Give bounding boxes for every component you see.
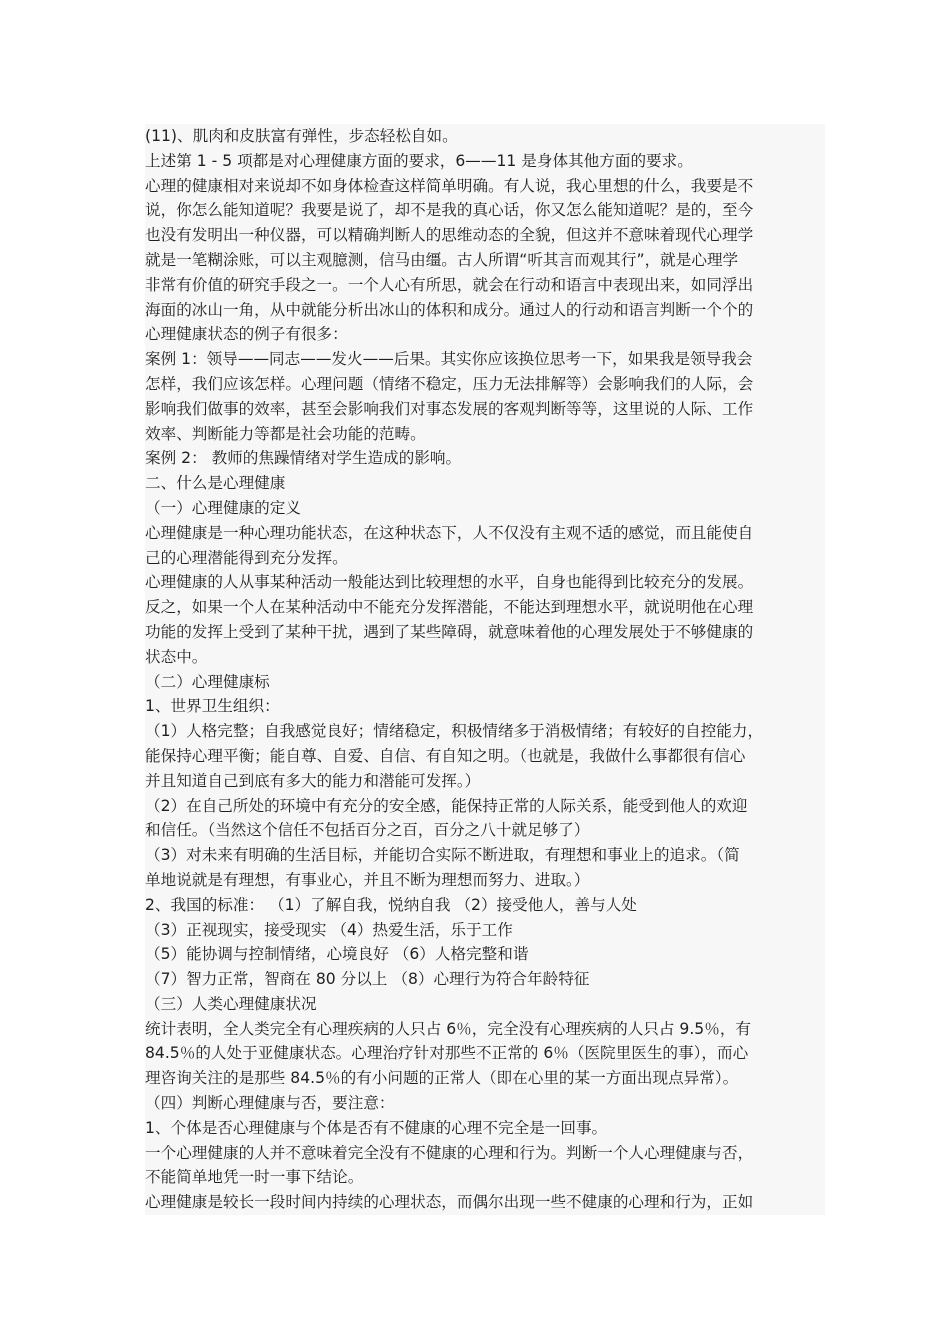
text-line: （四）判断心理健康与否，要注意：: [145, 1091, 825, 1116]
text-line: 和信任。（当然这个信任不包括百分之百，百分之八十就足够了）: [145, 818, 825, 843]
text-line: 海面的冰山一角，从中就能分析出冰山的体积和成分。通过人的行动和语言判断一个个的: [145, 298, 825, 323]
text-line: （7）智力正常，智商在 80 分以上 （8）心理行为符合年龄特征: [145, 967, 825, 992]
text-line: （2）在自己所处的环境中有充分的安全感，能保持正常的人际关系，能受到他人的欢迎: [145, 794, 825, 819]
text-line: 一个心理健康的人并不意味着完全没有不健康的心理和行为。判断一个人心理健康与否，: [145, 1141, 825, 1166]
text-line: 并且知道自己到底有多大的能力和潜能可发挥。）: [145, 769, 825, 794]
text-line: 案例 1：领导——同志——发火——后果。其实你应该换位思考一下，如果我是领导我会: [145, 347, 825, 372]
text-line: 1、世界卫生组织：: [145, 694, 825, 719]
text-line: 说，你怎么能知道呢？我要是说了，却不是我的真心话，你又怎么能知道呢？是的，至今: [145, 198, 825, 223]
text-line: 2、我国的标准： （1）了解自我，悦纳自我 （2）接受他人，善与人处: [145, 893, 825, 918]
text-line: 上述第 1 - 5 项都是对心理健康方面的要求，6——11 是身体其他方面的要求。: [145, 149, 825, 174]
text-line: 心理的健康相对来说却不如身体检查这样简单明确。有人说，我心里想的什么，我要是不: [145, 174, 825, 199]
text-line: 能保持心理平衡；能自尊、自爱、自信、有自知之明。（也就是，我做什么事都很有信心: [145, 744, 825, 769]
text-line: 单地说就是有理想，有事业心，并且不断为理想而努力、进取。）: [145, 868, 825, 893]
text-line: （3）正视现实，接受现实 （4）热爱生活，乐于工作: [145, 918, 825, 943]
text-line: （1）人格完整；自我感觉良好；情绪稳定，积极情绪多于消极情绪；有较好的自控能力，: [145, 719, 825, 744]
text-line: 影响我们做事的效率，甚至会影响我们对事态发展的客观判断等等，这里说的人际、工作: [145, 397, 825, 422]
text-line: 状态中。: [145, 645, 825, 670]
text-line: 不能简单地凭一时一事下结论。: [145, 1165, 825, 1190]
text-line: 心理健康是一种心理功能状态，在这种状态下，人不仅没有主观不适的感觉，而且能使自: [145, 521, 825, 546]
text-line: 反之，如果一个人在某种活动中不能充分发挥潜能，不能达到理想水平，就说明他在心理: [145, 595, 825, 620]
text-line: 怎样，我们应该怎样。心理问题（情绪不稳定，压力无法排解等）会影响我们的人际，会: [145, 372, 825, 397]
text-line: 理咨询关注的是那些 84.5％的有小问题的正常人（即在心里的某一方面出现点异常）。: [145, 1066, 825, 1091]
text-line: （一）心理健康的定义: [145, 496, 825, 521]
text-line: 案例 2： 教师的焦躁情绪对学生造成的影响。: [145, 446, 825, 471]
text-line: （5）能协调与控制情绪，心境良好 （6）人格完整和谐: [145, 942, 825, 967]
text-line: 非常有价值的研究手段之一。一个人心有所思，就会在行动和语言中表现出来，如同浮出: [145, 273, 825, 298]
text-line: 效率、判断能力等都是社会功能的范畴。: [145, 422, 825, 447]
text-line: （三）人类心理健康状况: [145, 992, 825, 1017]
text-line: 己的心理潜能得到充分发挥。: [145, 546, 825, 571]
text-line: 心理健康的人从事某种活动一般能达到比较理想的水平，自身也能得到比较充分的发展。: [145, 570, 825, 595]
text-line: 二、什么是心理健康: [145, 471, 825, 496]
text-line: 1、个体是否心理健康与个体是否有不健康的心理不完全是一回事。: [145, 1116, 825, 1141]
text-line: 84.5％的人处于亚健康状态。心理治疗针对那些不正常的 6％（医院里医生的事），而心: [145, 1041, 825, 1066]
text-line: 就是一笔糊涂账，可以主观臆测，信马由缰。古人所谓“听其言而观其行”，就是心理学: [145, 248, 825, 273]
text-line: （二）心理健康标: [145, 670, 825, 695]
document-body: [145, 124, 825, 1215]
text-line: 心理健康状态的例子有很多：: [145, 322, 825, 347]
text-line: 也没有发明出一种仪器，可以精确判断人的思维动态的全貌，但这并不意味着现代心理学: [145, 223, 825, 248]
text-line: 心理健康是较长一段时间内持续的心理状态，而偶尔出现一些不健康的心理和行为，正如: [145, 1190, 825, 1215]
text-line: 统计表明，全人类完全有心理疾病的人只占 6％，完全没有心理疾病的人只占 9.5％，有: [145, 1017, 825, 1042]
text-line: (11)、肌肉和皮肤富有弹性，步态轻松自如。: [145, 124, 825, 149]
text-line: 功能的发挥上受到了某种干扰，遇到了某些障碍，就意味着他的心理发展处于不够健康的: [145, 620, 825, 645]
text-line: （3）对未来有明确的生活目标，并能切合实际不断进取，有理想和事业上的追求。（简: [145, 843, 825, 868]
